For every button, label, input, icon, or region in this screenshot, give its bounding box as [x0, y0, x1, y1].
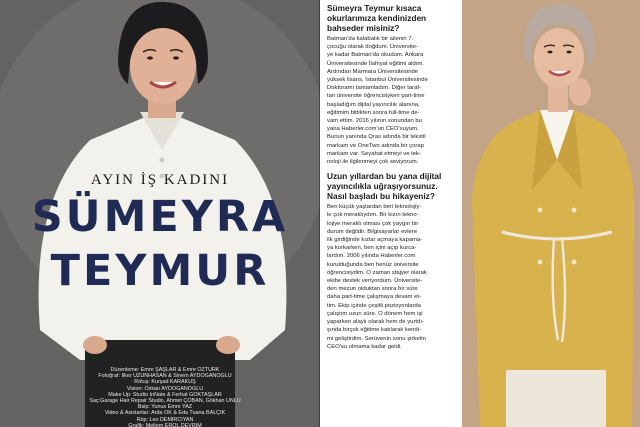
answer-line: le çok meraklıydım. Bir kızın tekno- — [327, 212, 419, 219]
answer-line: CEO'su olmama kadar geldi. — [327, 343, 402, 350]
answer-paragraph — [327, 203, 458, 351]
question-line: okurlarımıza kendinizden — [327, 13, 427, 23]
answer-line: ilk girdiğinde kızlar açmaya kapama- — [327, 237, 423, 244]
answer-line: markam ve OneTwo adında bir çorap — [327, 142, 424, 149]
headline-first-name: SÜMEYRA — [31, 192, 289, 242]
answer-line: noloji ile ilgilenmeyi çok seviyorum. — [327, 159, 419, 166]
answer-line: öğrencisiydim. O zaman stajyer olarak — [327, 269, 427, 276]
credit-line: Grafik: Meltem EROL DEVRİM — [128, 422, 202, 427]
answer-line: vam ettim. 2016 yılının sonundan bu — [327, 118, 422, 125]
answer-line: yana Haberler.com'un CEO'suyum. — [327, 126, 419, 133]
answer-line: yaparken alaylı olarak hem de yurtdı- — [327, 319, 424, 326]
question-line: bahseder misiniz? — [327, 23, 400, 33]
credit-line: Düzenleme: Emre ŞAŞLAR & Emre ÖZTÜRK — [110, 367, 220, 373]
right-page — [462, 0, 640, 427]
answer-line: başladığım dijital yayıncılık alanına, — [327, 101, 420, 108]
interview-column — [327, 3, 458, 356]
answer-line: Doktoramı tamamladım. Diğer taraf- — [327, 85, 421, 92]
answer-line: ye kadar Batman'da okudum. Ankara — [327, 52, 424, 59]
answer-line: Ben küçük yaşlardan beri teknolojiy- — [327, 204, 422, 211]
answer-line: Üniversitesinde İlahiyat eğitimi aldım. — [327, 60, 424, 67]
answer-line: lojiye meraklı olması çok yaygın bir — [327, 220, 419, 227]
answer-line: lardım. 2006 yılında Haberler.com — [327, 253, 416, 260]
answer-line: daha part-time çalışmaya devam et- — [327, 294, 421, 301]
answer-line: Batman'da kalabalık bir ailenin 7. — [327, 36, 414, 42]
question-heading — [327, 171, 458, 201]
question-line: Nasıl başladı bu hikayeniz? — [327, 191, 435, 202]
answer-line: den mezun olduktan sonra bir süre — [327, 286, 418, 293]
credit-line: Rötuş: Kurşad KARAKUŞ — [134, 379, 196, 386]
answer-line: mi geliştirdim. Serüvenin sonu şirketin — [327, 335, 426, 342]
answer-line: tim. Ekip içinde çeşitli pozisyonlarda — [327, 302, 421, 309]
portrait-photo-right — [462, 0, 640, 427]
headline-last-name: TEYMUR — [50, 246, 270, 296]
answer-line: Ardından Marmara Üniversitesinde — [327, 68, 419, 75]
photo-credits — [60, 367, 270, 427]
credit-line: Vision: Özkan AYDOĞANOĞLU — [126, 385, 204, 392]
question-line: yayıncılıkla uğraşıyorsunuz. — [327, 181, 438, 192]
question-line: Uzun yıllardan bu yana dijital — [327, 171, 442, 182]
credit-line: Röp: Leo DEMİRCİYAN — [136, 416, 194, 423]
credit-line: Video & Asistanlar: Arda OK & Eda Tuana BALÇIK — [104, 410, 226, 417]
answer-line: eğitimim bittikten sonra full-time de- — [327, 109, 420, 116]
answer-line: çocuğu olarak doğdum. Üniversite- — [327, 44, 419, 51]
answer-line: tan üniversite öğrencisiyken part-time — [327, 93, 425, 100]
answer-line: markam var. Seyahat etmeyi ve tek- — [327, 150, 421, 157]
interview-text-page — [320, 0, 462, 427]
question-line: Sümeyra Teymur kısaca — [327, 3, 422, 13]
answer-line: ya korkarken, ben içini açıp kurca- — [327, 245, 417, 252]
question-heading — [327, 3, 458, 33]
answer-line: durum değildir. Bilgisayarlar evlere — [327, 228, 418, 235]
answer-line: çalıştım uzun süre. O dönem hem işi — [327, 310, 423, 317]
answer-line: kurulduğunda ben henüz üniversite — [327, 261, 419, 268]
answer-line: yüksek lisans, İstanbul Üniversitesinde — [327, 77, 428, 84]
answer-line: ekibe destek veriyordum. Üniversite- — [327, 278, 423, 285]
answer-line: şında birçok eğitime katılarak kendi- — [327, 327, 421, 334]
credit-line: Bsip: Yunus Emre YAZ — [137, 404, 193, 411]
answer-line: Bunun yanında Qras adında bir tekstil — [327, 134, 426, 141]
credit-line: Make Up: Studio InNate & Ferhat GÖKTAŞLAR — [108, 391, 222, 398]
kicker-label: AYIN İŞ KADINI — [90, 172, 230, 188]
credit-line: Fotoğraf: İlker UZUNHASAN & Sinem AYDOĞANOĞLU — [98, 373, 232, 380]
answer-paragraph — [327, 35, 458, 166]
credit-line: Saç:Garage Hair Repair Studio, Ahmet ÇOBAN, Gökhan ÜNLÜ — [89, 398, 241, 405]
